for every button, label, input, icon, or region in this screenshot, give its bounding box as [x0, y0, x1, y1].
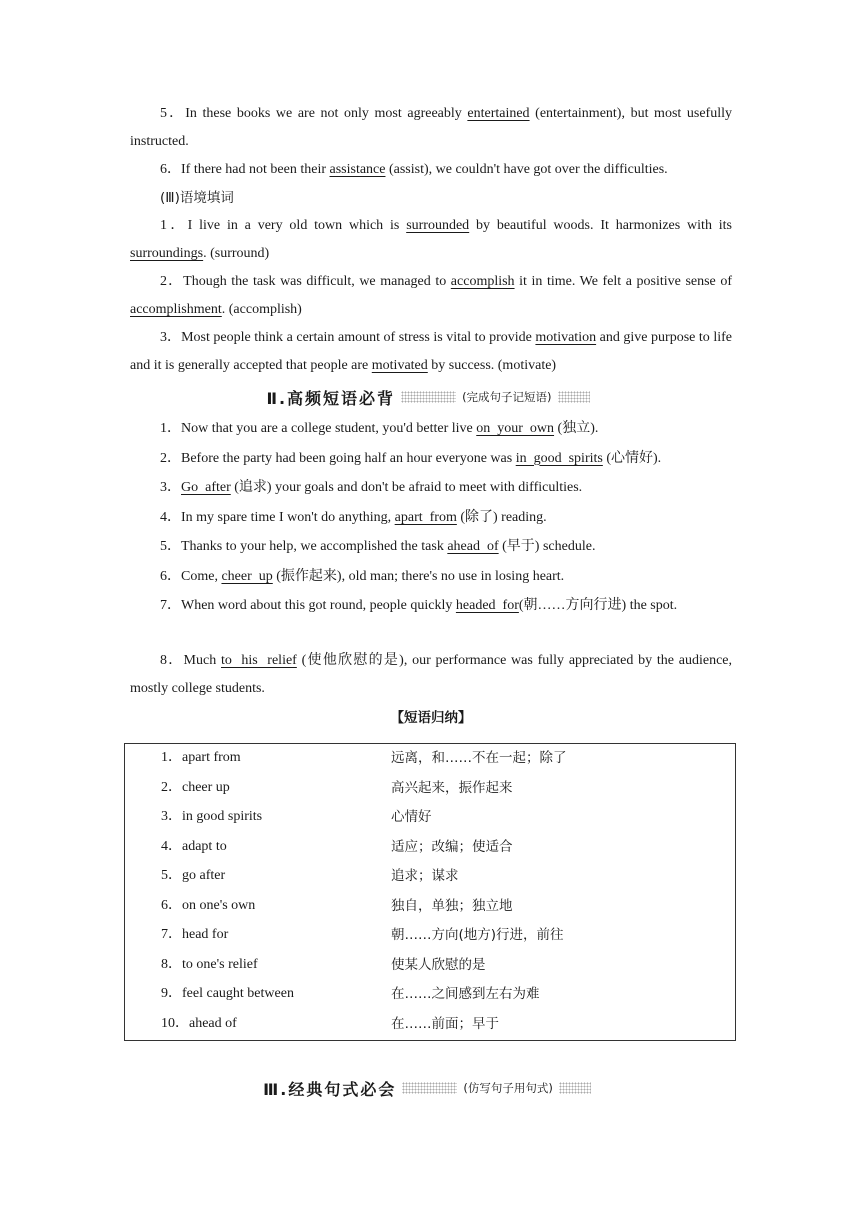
- phrase-summary-table: [124, 743, 736, 1041]
- summary-title: 【短语归纳】: [390, 709, 472, 726]
- context-item-2: 2．Though the task was difficult, we managed to accomplish it in time. We felt a positive sense of accomplishment. (accomplish): [130, 274, 732, 317]
- phrase-item-6: 6．Come, cheer up (振作起来), old man; there's no use in losing heart.: [160, 568, 565, 584]
- phrase-item-2: 2．Before the party had been going half an hour everyone was in good spirits (心情好).: [160, 450, 662, 466]
- answer-blank: assistance: [329, 162, 386, 177]
- context-item-3: 3．Most people think a certain amount of stress is vital to provide motivation and give purpose to life and it is generally accepted that people are motivated by success. (motivate): [130, 330, 732, 373]
- exercise-item-5: 5．In these books we are not only most agreeably entertained (entertainment), but most usefully instructed.: [130, 106, 732, 149]
- table-row: 4．adapt to 适应；改编；使适合: [161, 838, 513, 855]
- section-note: (仿写句子用句式): [463, 1081, 553, 1095]
- dotted-decoration: [401, 391, 456, 403]
- table-row: 8．to one's relief 使某人欣慰的是: [161, 956, 486, 973]
- phrase-item-1: 1．Now that you are a college student, you'd better live on your own (独立).: [160, 421, 599, 436]
- section-note: (完成句子记短语): [462, 390, 552, 404]
- table-row: 9．feel caught between 在……之间感到左右为难: [161, 986, 540, 1002]
- phrase-item-5: 5．Thanks to your help, we accomplished the task ahead of (早于) schedule.: [160, 539, 596, 554]
- phrase-item-7: 7．When word about this got round, people quickly headed for(朝……方向行进) the spot.: [160, 598, 678, 613]
- answer-blank: entertained: [467, 106, 530, 121]
- page-content: [130, 100, 732, 731]
- section-title: Ⅲ.经典句式必会: [263, 1079, 397, 1099]
- section-iii-heading: [0, 1071, 860, 1105]
- phrase-item-3: 3．Go after (追求) your goals and don't be afraid to meet with difficulties.: [160, 480, 583, 495]
- context-item-1: 1．I live in a very old town which is surrounded by beautiful woods. It harmonizes with its surroundings. (surround): [130, 218, 732, 261]
- subsection-heading: (Ⅲ)语境填词: [160, 190, 234, 206]
- dotted-decoration: [402, 1082, 457, 1094]
- table-row: 10．ahead of 在……前面；早于: [161, 1015, 499, 1032]
- table-row: 3．in good spirits 心情好: [161, 809, 432, 825]
- table-row: 5．go after 追求；谋求: [161, 868, 459, 884]
- phrase-item-8: 8．Much to his relief (使他欣慰的是), our performance was fully appreciated by the audience, mostly college students.: [130, 652, 732, 696]
- phrase-item-4: 4．In my spare time I won't do anything, apart from (除了) reading.: [160, 509, 547, 525]
- table-row: 6．on one's own 独自，单独；独立地: [161, 897, 513, 914]
- dotted-decoration: [558, 391, 590, 403]
- dotted-decoration: [559, 1082, 591, 1094]
- section-title: Ⅱ.高频短语必背: [266, 388, 396, 408]
- table-row: 2．cheer up 高兴起来，振作起来: [161, 779, 513, 796]
- section-ii-heading: [130, 380, 732, 414]
- table-row: 7．head for 朝……方向(地方)行进，前往: [161, 927, 564, 943]
- exercise-item-6: 6．If there had not been their assistance (assist), we couldn't have got over the difficulties.: [160, 162, 668, 177]
- table-row: 1．apart from 远离，和……不在一起；除了: [161, 750, 567, 766]
